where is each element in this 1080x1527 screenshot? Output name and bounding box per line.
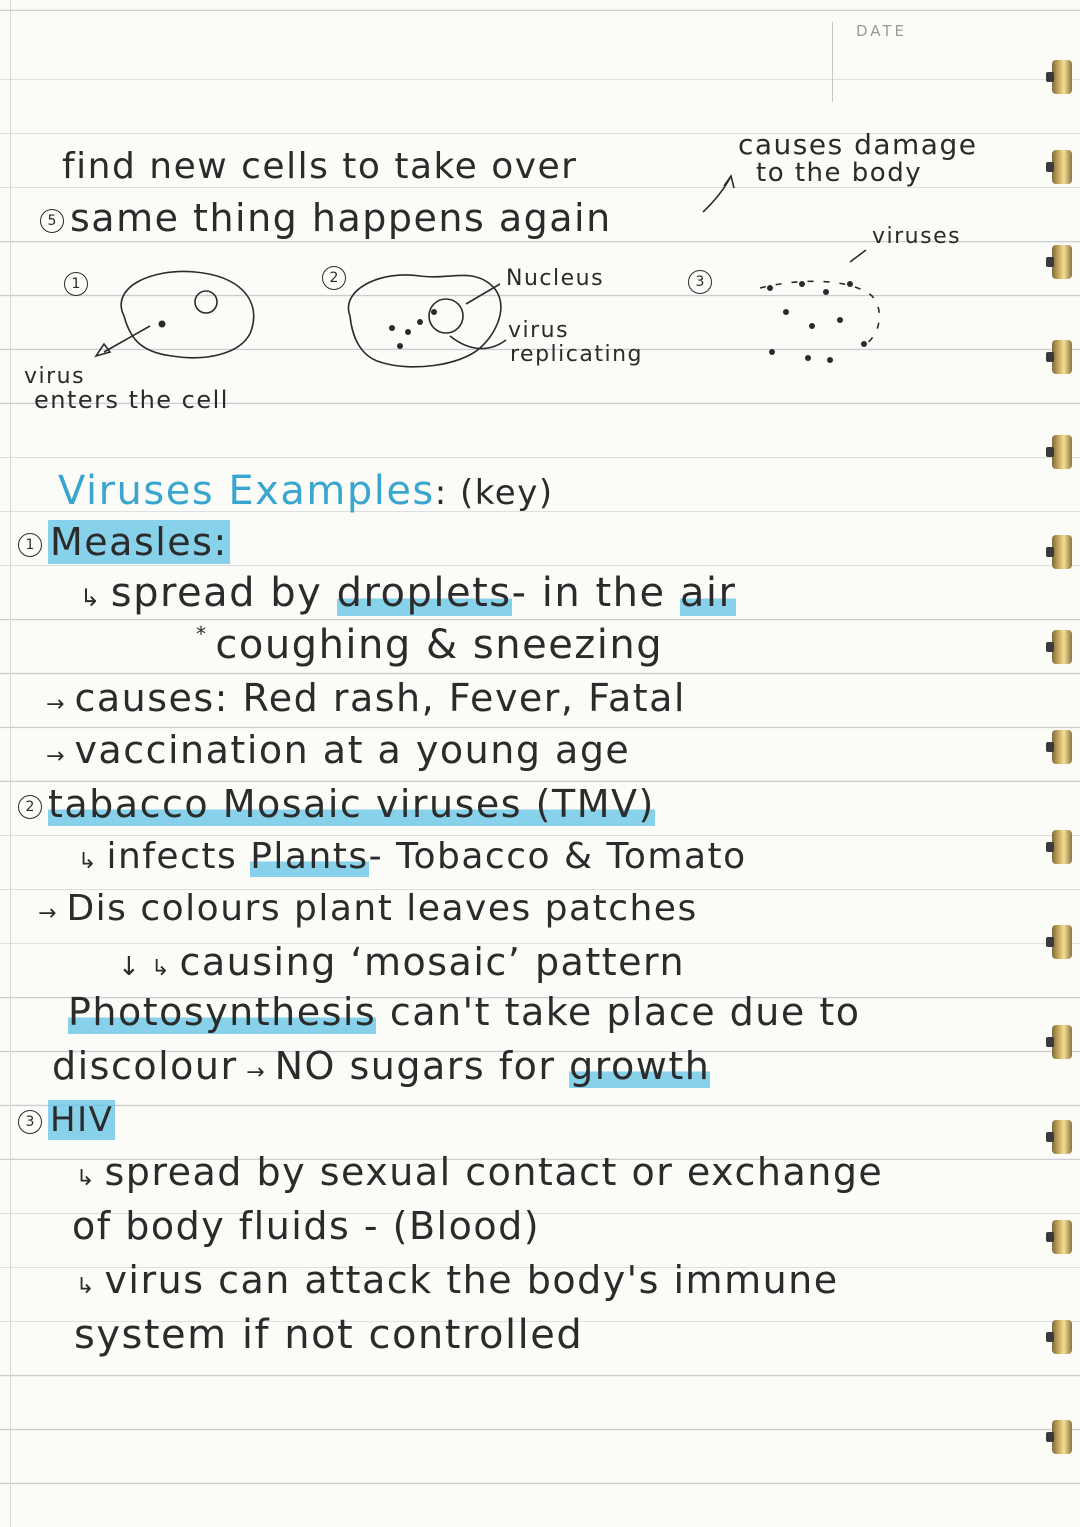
- virus-particle: [799, 281, 805, 287]
- sub-arrow-icon: ↳: [76, 1166, 105, 1191]
- virus-particle: [847, 281, 853, 287]
- tmv-line-4: Photosynthesis can't take place due to: [68, 990, 861, 1034]
- hiv-line-1: ↳ spread by sexual contact or exchange: [76, 1150, 884, 1194]
- intro-line-2-text: same thing happens again: [70, 196, 612, 240]
- tmv-title: [18, 782, 655, 826]
- virus-enters-label-2: enters the cell: [34, 386, 229, 414]
- measles-line-4: → vaccination at a young age: [46, 728, 631, 772]
- cell-1-nucleus: [195, 291, 217, 313]
- cell-3-outline: [760, 281, 879, 344]
- diagram-step-2: 2: [322, 266, 352, 290]
- nucleus-label: Nucleus: [506, 266, 605, 291]
- virus-particle: [431, 309, 437, 315]
- virus-enters-label-1: virus: [24, 364, 86, 389]
- virus-replicating-label-1: virus: [508, 318, 570, 343]
- nucleus-pointer: [466, 284, 500, 304]
- diagram-step-3: 3: [688, 270, 718, 294]
- arrow-right-icon: →: [46, 744, 75, 769]
- causes-damage-line-2: to the body: [756, 158, 923, 188]
- virus-particle: [809, 323, 815, 329]
- date-label: DATE: [856, 22, 908, 40]
- virus-particle: [159, 321, 166, 328]
- cell-1: [121, 271, 254, 357]
- virus-particle: [417, 319, 423, 325]
- measles-title-text: Measles:: [50, 520, 228, 564]
- arrow-to-viruses: [850, 250, 866, 262]
- measles-number: 1: [18, 533, 42, 557]
- virus-particle: [405, 329, 411, 335]
- virus-particle: [783, 309, 789, 315]
- tmv-line-1: ↳ infects Plants- Tobacco & Tomato: [78, 836, 747, 877]
- sub-arrow-icon: ↳: [76, 1274, 105, 1299]
- tmv-line-5: discolour → NO sugars for growth: [52, 1044, 711, 1088]
- arrow-down-icon: ↓: [118, 952, 152, 982]
- virus-particle: [837, 317, 843, 323]
- diagram-step-1: 1: [64, 272, 94, 296]
- examples-heading-key: : (key): [434, 473, 554, 513]
- tmv-line-2: → Dis colours plant leaves patches: [38, 888, 698, 929]
- tmv-number: 2: [18, 795, 42, 819]
- virus-particle: [397, 343, 403, 349]
- virus-particle: [769, 349, 775, 355]
- virus-particle: [827, 357, 833, 363]
- hiv-line-2: of body fluids - (Blood): [72, 1204, 541, 1248]
- intro-line-1: find new cells to take over: [62, 146, 578, 187]
- arrow-right-icon: →: [38, 901, 67, 926]
- virus-particle: [823, 289, 829, 295]
- cell-2-nucleus: [429, 299, 463, 333]
- virus-particle: [805, 355, 811, 361]
- cell-2: [348, 275, 500, 367]
- virus-particle: [389, 325, 395, 331]
- arrow-right-icon: →: [237, 1060, 275, 1085]
- virus-replicating-label-2: replicating: [510, 342, 644, 367]
- arrow-right-icon: →: [46, 692, 75, 717]
- hiv-title: [18, 1100, 115, 1140]
- virus-particle: [767, 285, 773, 291]
- measles-line-3: → causes: Red rash, Fever, Fatal: [46, 676, 686, 720]
- examples-heading: [58, 468, 554, 514]
- hiv-line-3: ↳ virus can attack the body's immune: [76, 1258, 839, 1302]
- virus-particle: [861, 341, 867, 347]
- sub-arrow-icon: ↳: [151, 956, 180, 981]
- replicating-loop: [450, 336, 506, 349]
- hiv-line-4: system if not controlled: [74, 1312, 584, 1358]
- hiv-number: 3: [18, 1110, 42, 1134]
- star-icon: *: [196, 622, 216, 646]
- causes-damage-line-1: causes damage: [738, 128, 978, 161]
- tmv-line-3: ↓ ↳ causing ‘mosaic’ pattern: [118, 940, 686, 984]
- measles-line-2: * coughing & sneezing: [196, 622, 664, 668]
- step-5-marker: 5: [40, 209, 64, 233]
- sub-arrow-icon: ↳: [80, 584, 111, 612]
- hiv-title-text: HIV: [50, 1100, 114, 1140]
- measles-title: [18, 520, 230, 564]
- tmv-title-text: tabacco Mosaic viruses (TMV): [48, 782, 655, 826]
- measles-line-1: ↳ spread by droplets- in the air: [80, 570, 737, 616]
- examples-heading-main: Viruses Examples: [58, 468, 435, 514]
- sub-arrow-icon: ↳: [78, 849, 107, 874]
- viruses-label: viruses: [872, 224, 962, 249]
- virus-entry-line: [104, 326, 150, 352]
- virus-entry-head: [96, 344, 110, 356]
